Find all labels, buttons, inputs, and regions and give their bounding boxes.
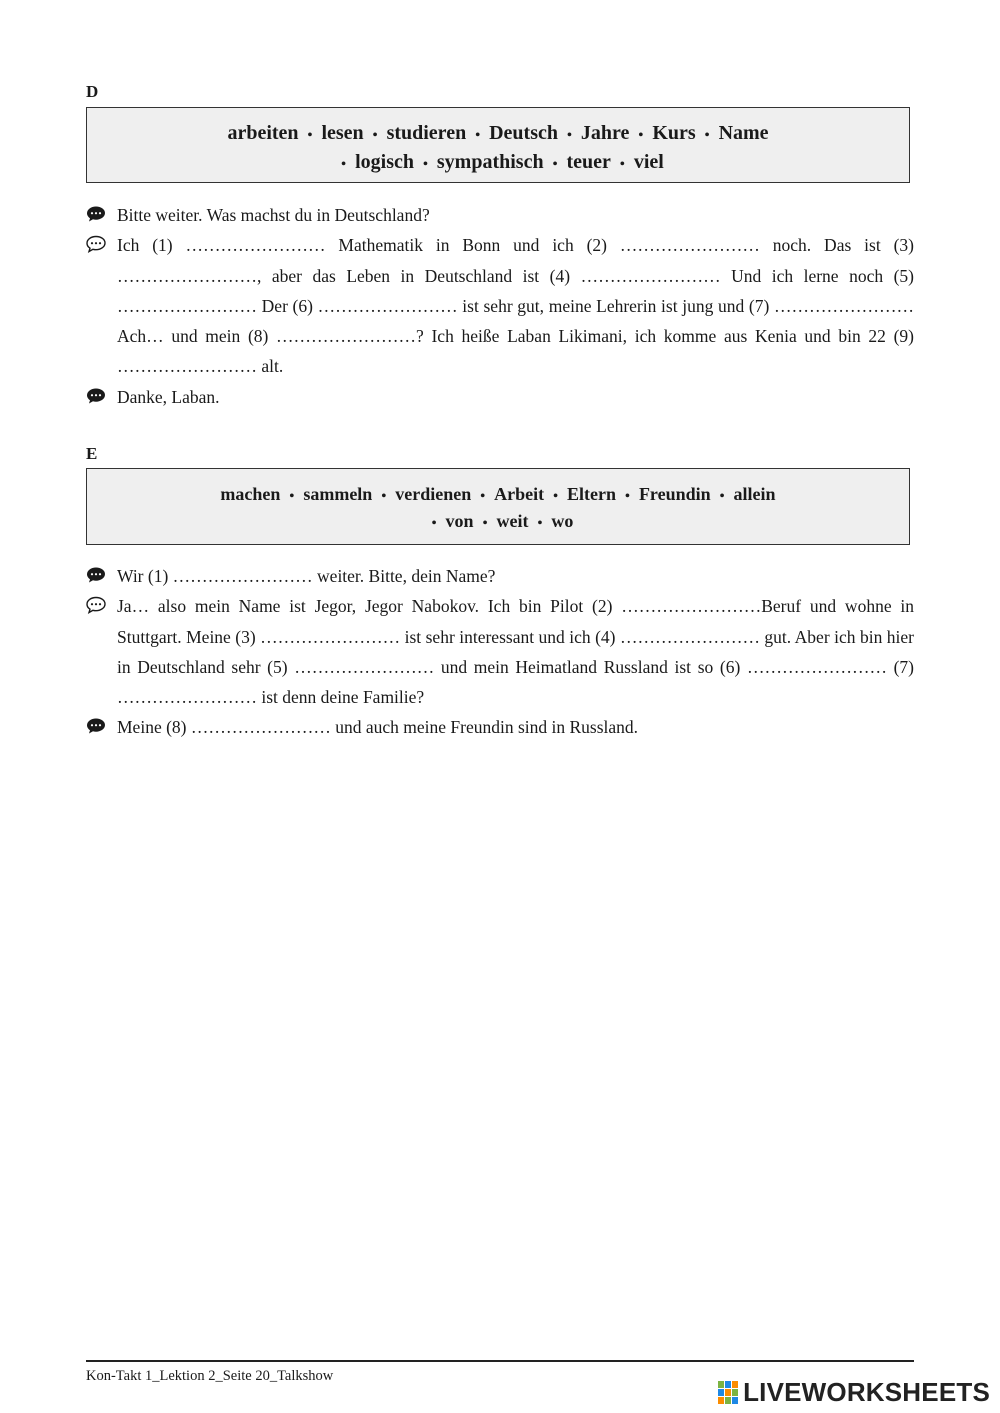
word-bank-word: logisch — [355, 151, 414, 173]
section-e-label: E — [86, 444, 98, 463]
dialog-d-turn-1 — [86, 200, 914, 230]
bullet-separator: • — [307, 128, 313, 143]
word-bank-word: Freundin — [638, 484, 711, 504]
liveworksheets-logo-icon — [718, 1381, 740, 1405]
word-bank-word: studieren — [386, 122, 467, 144]
dialog-d — [86, 200, 914, 412]
bullet-separator: • — [537, 516, 543, 531]
bullet-separator: • — [553, 489, 559, 504]
word-bank-word: lesen — [321, 122, 364, 144]
word-bank-word: allein — [733, 484, 776, 504]
footer-divider — [86, 1360, 914, 1362]
word-bank-d-line1 — [87, 120, 909, 149]
word-bank-word: von — [445, 511, 474, 531]
liveworksheets-brand[interactable] — [718, 1377, 990, 1408]
word-bank-e-line1 — [87, 482, 909, 509]
word-bank-word: wo — [551, 511, 574, 531]
word-bank-word: machen — [220, 484, 281, 504]
bullet-separator: • — [567, 128, 572, 143]
word-bank-e — [86, 468, 910, 545]
bullet-separator: • — [475, 128, 481, 143]
bullet-separator: • — [625, 489, 630, 504]
filled-speech-bubble-icon — [86, 205, 106, 223]
dialog-d-turn-3-text: Danke, Laban. — [117, 386, 220, 407]
dialog-e-turn-1 — [86, 561, 914, 591]
word-bank-word: sympathisch — [436, 151, 544, 173]
footer-caption: Kon-Takt 1_Lektion 2_Seite 20_Talkshow — [86, 1368, 334, 1384]
word-bank-word: Jahre — [580, 122, 630, 144]
dialog-e-turn-3 — [86, 712, 914, 742]
word-bank-word: sammeln — [303, 484, 373, 504]
dialog-d-turn-2 — [86, 230, 914, 381]
filled-speech-bubble-icon — [86, 566, 106, 584]
bullet-separator: • — [719, 489, 725, 504]
outline-speech-bubble-icon — [86, 596, 106, 614]
word-bank-d — [86, 107, 910, 183]
word-bank-word: verdienen — [395, 484, 472, 504]
word-bank-word: weit — [496, 511, 529, 531]
bullet-separator: • — [422, 157, 428, 172]
section-d-label: D — [86, 82, 99, 101]
dialog-e — [86, 561, 914, 743]
dialog-d-turn-1-text: Bitte weiter. Was machst du in Deutschland? — [117, 205, 430, 225]
bullet-separator: • — [638, 128, 644, 143]
bullet-separator: • — [289, 489, 295, 504]
filled-speech-bubble-icon — [86, 717, 106, 735]
dialog-e-turn-1-text: Wir (1) …………………… weiter. Bitte, dein Name? — [117, 566, 496, 586]
dialog-e-turn-3-text: Meine (8) …………………… und auch meine Freundin sind in Russland. — [117, 717, 639, 738]
bullet-separator: • — [619, 157, 625, 172]
outline-speech-bubble-icon — [86, 235, 106, 253]
dialog-e-turn-2 — [86, 591, 914, 712]
word-bank-word: Arbeit — [494, 484, 545, 504]
word-bank-word: arbeiten — [227, 122, 299, 144]
bullet-separator: • — [482, 516, 488, 531]
word-bank-word: Name — [718, 122, 769, 144]
word-bank-e-line2 — [87, 509, 909, 536]
bullet-separator: • — [381, 489, 387, 504]
bullet-separator: • — [431, 516, 437, 531]
word-bank-word: Eltern — [567, 484, 617, 504]
dialog-e-turn-2-text: Ja… also mein Name ist Jegor, Jegor Nabokov. Ich bin Pilot (2) ……………………Beruf und wohne in Stuttgart. Meine (3) …………………… ist sehr interessant und ich (4) …………………… gut. Aber ich bin hier in Deutschland sehr (5) …………………… und mein Heimatland Russland ist so (6) …………………… (7) …………………… ist denn deine Familie? — [117, 596, 914, 708]
liveworksheets-brand-name: LIVEWORKSHEETS — [743, 1377, 990, 1407]
bullet-separator: • — [552, 157, 558, 172]
filled-speech-bubble-icon — [86, 387, 106, 405]
word-bank-word: Deutsch — [489, 122, 558, 144]
word-bank-d-line2 — [87, 149, 909, 178]
bullet-separator: • — [372, 128, 378, 143]
dialog-d-turn-3 — [86, 382, 914, 412]
bullet-separator: • — [480, 489, 486, 504]
word-bank-word: viel — [633, 151, 664, 173]
bullet-separator: • — [341, 157, 347, 172]
dialog-d-turn-2-text: Ich (1) …………………… Mathematik in Bonn und ich (2) …………………… noch. Das ist (3) ……………………, aber das Leben in Deutschland ist (4) …………………… Und ich lerne noch (5) …………………… Der (6) …………………… ist sehr gut, meine Lehrerin ist jung und (7) …………………… Ach… und mein (8) ……………………? Ich heiße Laban Likimani, ich komme aus Kenia und bin 22 (9) …………………… alt. — [117, 235, 914, 377]
word-bank-word: Kurs — [652, 122, 696, 144]
word-bank-word: teuer — [566, 151, 611, 173]
bullet-separator: • — [704, 128, 710, 143]
